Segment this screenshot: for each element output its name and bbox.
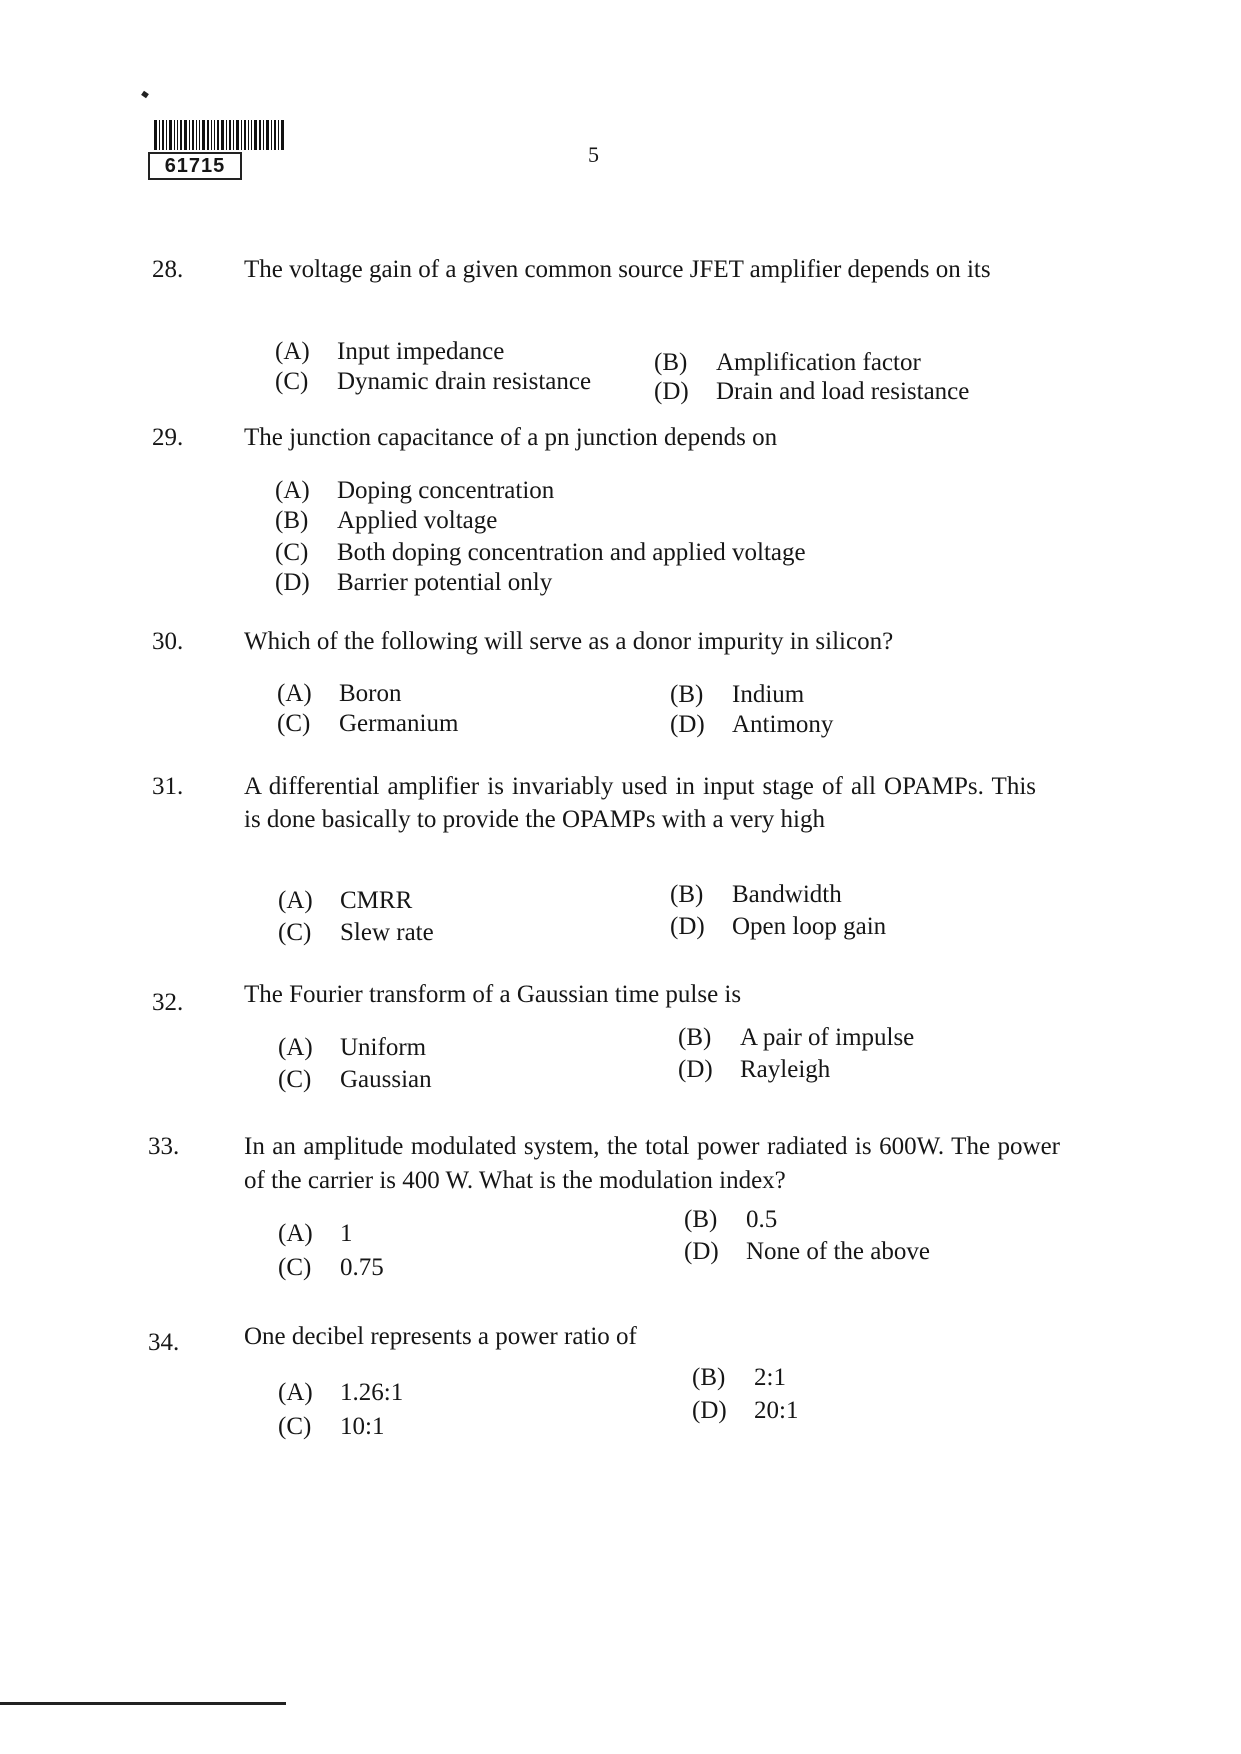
question-text: A differential amplifier is invariably used in input stage of all OPAMPs. This is done basically to provide the OPAMPs with a very high [244,773,1036,833]
option-c: (C) Gaussian [278,1066,432,1093]
option-a: (A) CMRR [278,887,413,914]
option-a: (A) 1 [278,1220,353,1247]
question-text: The Fourier transform of a Gaussian time pulse is [244,981,742,1008]
option-a: (A) Doping concentration [275,477,555,504]
option-a: (A) 1.26:1 [278,1379,404,1406]
question-text: In an amplitude modulated system, the total power radiated is 600W. The power of the carrier is 400 W. What is the modulation index? [244,1133,1060,1194]
question-number: 31. [152,773,184,800]
question-text: The junction capacitance of a pn junction depends on [244,424,778,451]
option-a: (A) Input impedance [275,338,505,365]
question-number: 32. [152,989,184,1016]
question-text: Which of the following will serve as a donor impurity in silicon? [244,628,894,655]
question-number: 34. [148,1329,180,1356]
bottom-rule [0,1702,286,1705]
option-c: (C) 10:1 [278,1413,385,1440]
option-b: (B) Indium [670,681,805,708]
page-number: 5 [588,142,599,167]
option-b: (B) 0.5 [684,1206,778,1233]
option-d: (D) None of the above [684,1238,930,1265]
scan-mark [141,91,149,99]
question-number: 30. [152,628,184,655]
option-a: (A) Uniform [278,1034,427,1061]
option-c: (C) Dynamic drain resistance [275,368,592,395]
option-d: (D) 20:1 [692,1397,799,1424]
question-number: 29. [152,424,184,451]
option-b: (B) Bandwidth [670,881,842,908]
question-text: The voltage gain of a given common source JFET amplifier depends on its [244,256,991,283]
option-c: (C) Germanium [277,710,459,737]
option-b: (B) 2:1 [692,1364,786,1391]
barcode-image [154,120,324,150]
question-number: 28. [152,256,184,283]
option-c: (C) Both doping concentration and applied voltage [275,539,806,566]
option-b: (B) Applied voltage [275,507,498,534]
option-c: (C) 0.75 [278,1254,384,1281]
paper-code: 61715 [148,152,242,180]
option-d: (D) Open loop gain [670,913,887,940]
option-d: (D) Drain and load resistance [654,378,970,405]
option-c: (C) Slew rate [278,919,434,946]
option-d: (D) Rayleigh [678,1056,831,1083]
option-d: (D) Barrier potential only [275,569,553,596]
question-text: One decibel represents a power ratio of [244,1323,637,1350]
option-b: (B) Amplification factor [654,349,921,376]
question-number: 33. [148,1133,180,1160]
option-d: (D) Antimony [670,711,834,738]
option-a: (A) Boron [277,680,402,707]
option-b: (B) A pair of impulse [678,1024,915,1051]
